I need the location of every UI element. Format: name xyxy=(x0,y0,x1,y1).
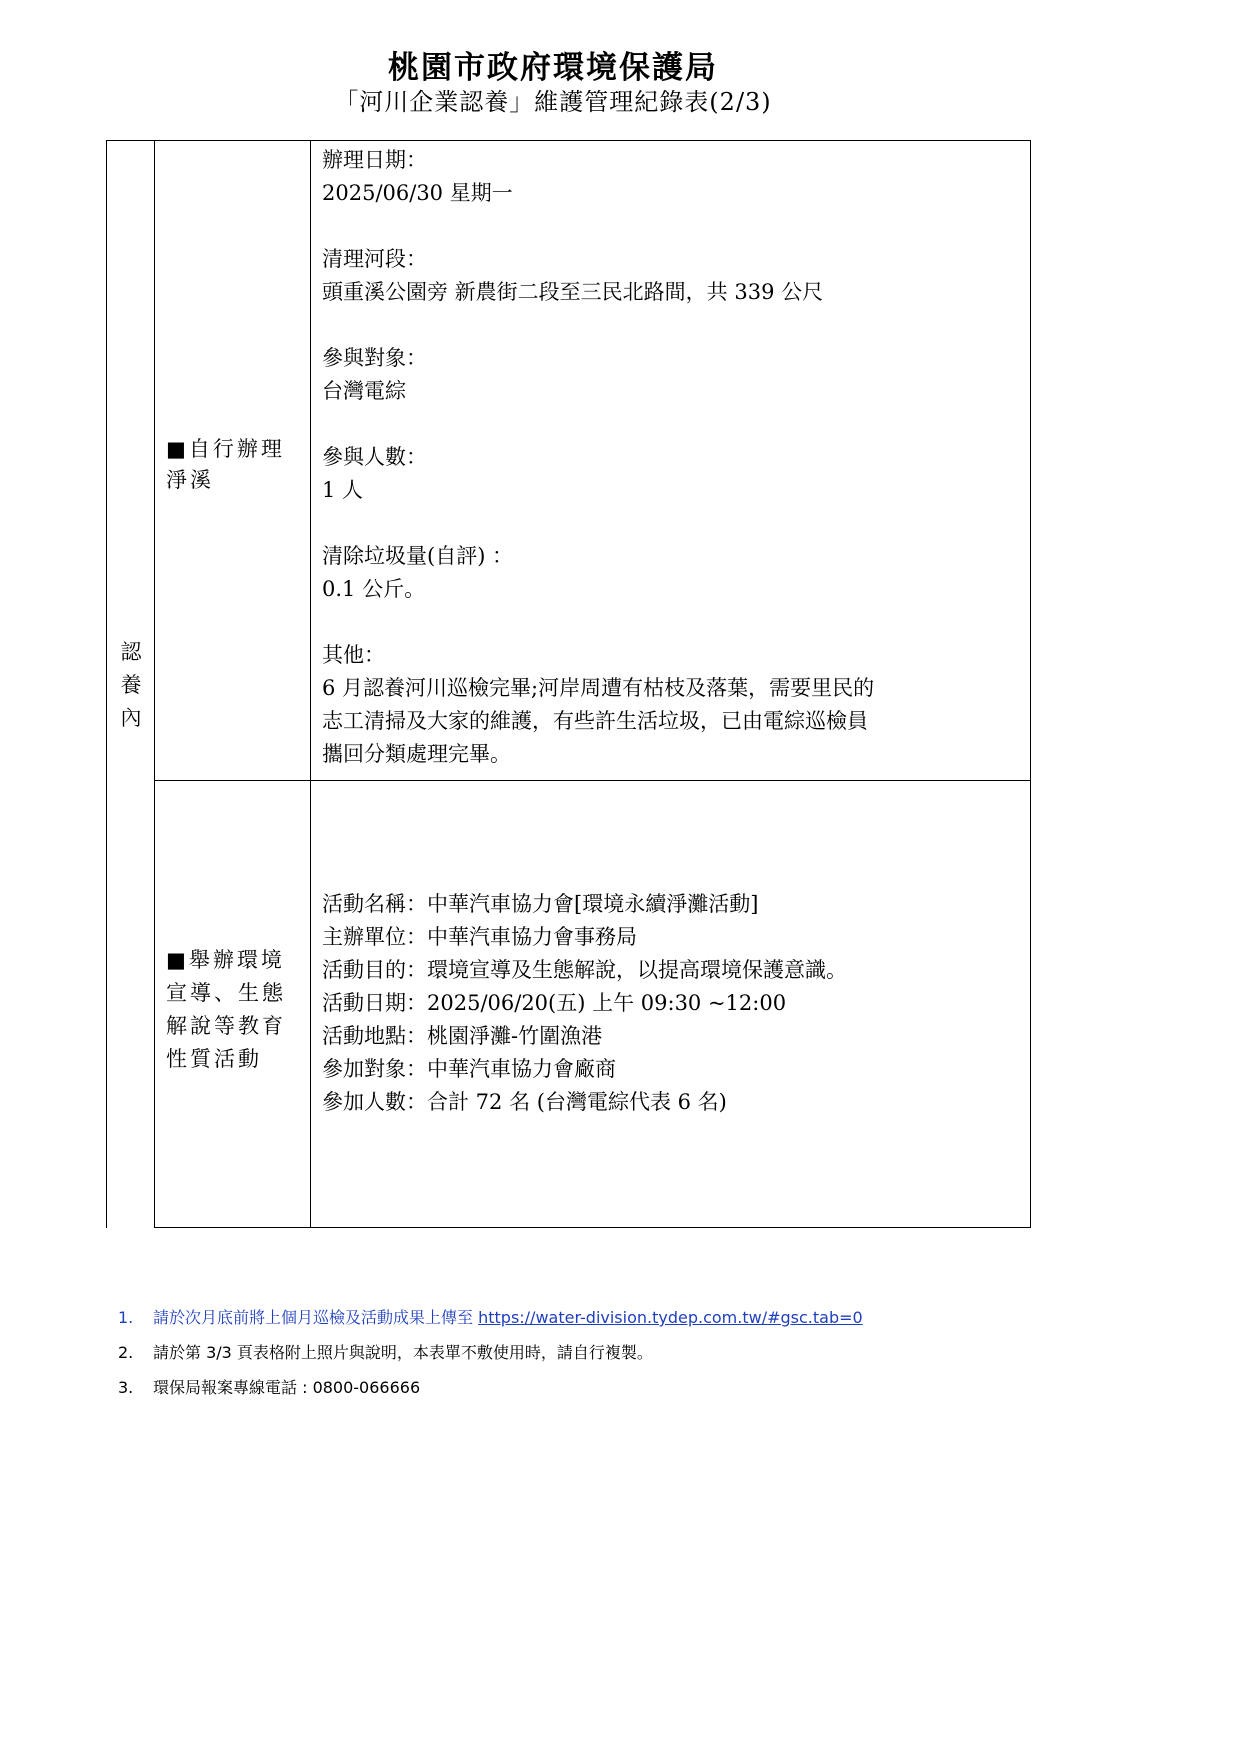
note-item xyxy=(118,1370,1018,1405)
activity-date: 活動日期：2025/06/20(五) 上午 09:30 ~12:00 xyxy=(322,991,787,1015)
other-line: 志工清掃及大家的維護，有些許生活垃圾，已由電綜巡檢員 xyxy=(322,709,868,733)
row1-label-line: 淨溪 xyxy=(166,468,214,492)
note-text: 請於第 3/3 頁表格附上照片與說明，本表單不敷使用時，請自行複製。 xyxy=(153,1343,653,1362)
other-line: 6 月認養河川巡檢完畢;河岸周遭有枯枝及落葉，需要里民的 xyxy=(322,676,875,700)
row2-activity-content xyxy=(322,888,1022,1119)
count-label: 參與人數： xyxy=(322,445,427,469)
note-number: 3. xyxy=(118,1378,134,1397)
note-item xyxy=(118,1300,1018,1335)
side-label-char: 內 xyxy=(120,706,142,730)
row1-checkbox-label xyxy=(166,434,285,496)
activity-count: 參加人數：合計 72 名 (台灣電綜代表 6 名) xyxy=(322,1090,727,1114)
other-line: 攜回分類處理完畢。 xyxy=(322,742,511,766)
upload-link[interactable]: https://water-division.tydep.com.tw/#gsc.tab=0 xyxy=(478,1308,863,1327)
note-text: 請於次月底前將上個月巡檢及活動成果上傳至 xyxy=(153,1308,479,1327)
row2-label-line: ■舉辦環境 xyxy=(166,948,285,972)
activity-participants: 參加對象：中華汽車協力會廠商 xyxy=(322,1057,616,1081)
note-number: 2. xyxy=(118,1343,134,1362)
row1-label-line: ■自行辦理 xyxy=(166,437,285,461)
date-value: 2025/06/30 星期一 xyxy=(322,181,513,205)
note-item xyxy=(118,1335,1018,1370)
side-label-adoption-content xyxy=(114,636,148,735)
waste-value: 0.1 公斤。 xyxy=(322,577,426,601)
date-label: 辦理日期： xyxy=(322,148,427,172)
side-label-char: 認 xyxy=(120,640,142,664)
activity-organizer: 主辦單位：中華汽車協力會事務局 xyxy=(322,925,637,949)
section-value: 頭重溪公園旁 新農街二段至三民北路間，共 339 公尺 xyxy=(322,280,824,304)
page-title: 桃園市政府環境保護局 xyxy=(388,50,718,86)
waste-label: 清除垃圾量(自評) ： xyxy=(322,544,514,568)
row2-label-line: 性質活動 xyxy=(166,1047,262,1071)
activity-location: 活動地點：桃園淨灘-竹圍漁港 xyxy=(322,1024,603,1048)
side-label-char: 養 xyxy=(120,673,142,697)
section-label: 清理河段： xyxy=(322,247,427,271)
footnotes xyxy=(118,1300,1018,1405)
target-value: 台灣電綜 xyxy=(322,379,406,403)
row2-label-line: 解說等教育 xyxy=(166,1014,286,1038)
row1-content xyxy=(322,144,1022,771)
count-value: 1 人 xyxy=(322,478,364,502)
row2-label-line: 宣導、生態 xyxy=(166,981,286,1005)
note-number: 1. xyxy=(118,1308,134,1327)
note-text: 環保局報案專線電話 : 0800-066666 xyxy=(153,1378,421,1397)
row2-checkbox-label xyxy=(166,944,286,1076)
page-subtitle: 「河川企業認養」維護管理紀錄表(2/3) xyxy=(334,88,772,116)
other-label: 其他： xyxy=(322,643,385,667)
activity-purpose: 活動目的：環境宣導及生態解說，以提高環境保護意識。 xyxy=(322,958,847,982)
activity-name: 活動名稱：中華汽車協力會[環境永續淨灘活動] xyxy=(322,892,759,916)
target-label: 參與對象： xyxy=(322,346,427,370)
